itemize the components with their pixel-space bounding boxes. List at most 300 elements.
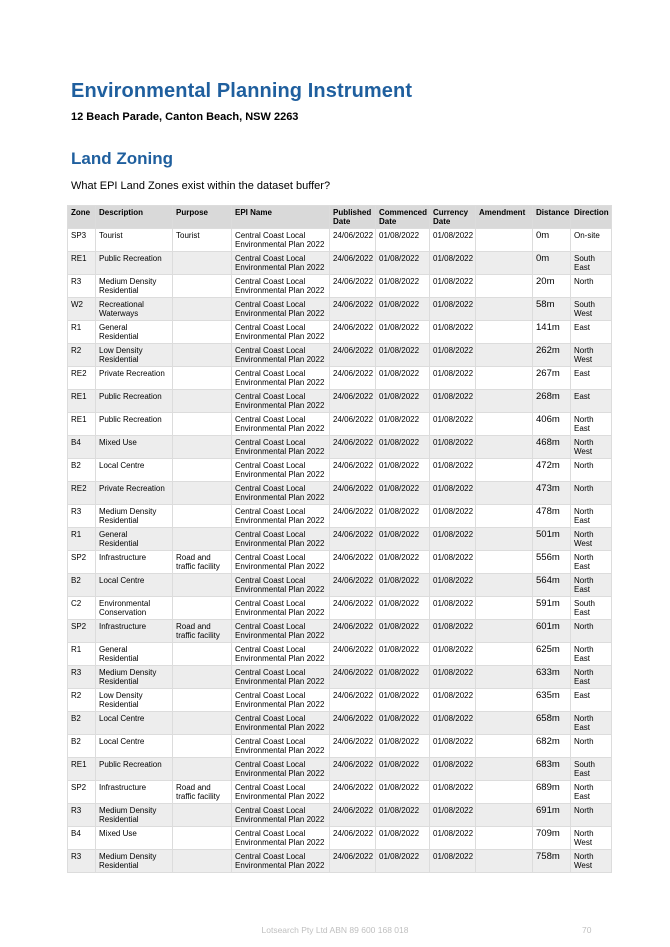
section-question: What EPI Land Zones exist within the dataset buffer? — [71, 180, 331, 192]
cell-published-date: 24/06/2022 — [330, 528, 376, 551]
cell-purpose — [173, 689, 232, 712]
cell-distance: 468m — [533, 436, 571, 459]
cell-purpose — [173, 367, 232, 390]
table-row — [68, 712, 612, 735]
cell-direction: North East — [571, 551, 612, 574]
cell-currency-date: 01/08/2022 — [430, 482, 476, 505]
cell-epi-name: Central Coast Local Environmental Plan 2022 — [232, 666, 330, 689]
cell-distance: 20m — [533, 275, 571, 298]
table-row — [68, 528, 612, 551]
cell-commenced-date: 01/08/2022 — [376, 275, 430, 298]
cell-amendment — [476, 689, 533, 712]
cell-description: Local Centre — [96, 712, 173, 735]
cell-amendment — [476, 551, 533, 574]
column-header-purpose: Purpose — [173, 206, 232, 229]
cell-zone: RE1 — [68, 758, 96, 781]
cell-description: Mixed Use — [96, 436, 173, 459]
cell-amendment — [476, 344, 533, 367]
cell-epi-name: Central Coast Local Environmental Plan 2022 — [232, 643, 330, 666]
cell-epi-name: Central Coast Local Environmental Plan 2022 — [232, 574, 330, 597]
cell-amendment — [476, 528, 533, 551]
cell-currency-date: 01/08/2022 — [430, 390, 476, 413]
cell-distance: 689m — [533, 781, 571, 804]
cell-amendment — [476, 413, 533, 436]
cell-zone: RE1 — [68, 390, 96, 413]
cell-amendment — [476, 620, 533, 643]
cell-purpose: Road and traffic facility — [173, 781, 232, 804]
cell-epi-name: Central Coast Local Environmental Plan 2022 — [232, 689, 330, 712]
cell-distance: 262m — [533, 344, 571, 367]
cell-published-date: 24/06/2022 — [330, 781, 376, 804]
cell-zone: R1 — [68, 528, 96, 551]
cell-published-date: 24/06/2022 — [330, 689, 376, 712]
cell-direction: North East — [571, 666, 612, 689]
cell-epi-name: Central Coast Local Environmental Plan 2022 — [232, 528, 330, 551]
column-header-epi-name: EPI Name — [232, 206, 330, 229]
cell-epi-name: Central Coast Local Environmental Plan 2022 — [232, 321, 330, 344]
cell-description: Medium Density Residential — [96, 505, 173, 528]
cell-commenced-date: 01/08/2022 — [376, 597, 430, 620]
cell-amendment — [476, 758, 533, 781]
cell-amendment — [476, 850, 533, 873]
cell-amendment — [476, 436, 533, 459]
cell-currency-date: 01/08/2022 — [430, 689, 476, 712]
cell-published-date: 24/06/2022 — [330, 827, 376, 850]
cell-distance: 635m — [533, 689, 571, 712]
cell-currency-date: 01/08/2022 — [430, 344, 476, 367]
cell-direction: South East — [571, 758, 612, 781]
cell-commenced-date: 01/08/2022 — [376, 781, 430, 804]
cell-zone: SP2 — [68, 551, 96, 574]
cell-published-date: 24/06/2022 — [330, 643, 376, 666]
cell-epi-name: Central Coast Local Environmental Plan 2022 — [232, 252, 330, 275]
cell-published-date: 24/06/2022 — [330, 321, 376, 344]
column-header-currency-date: Currency Date — [430, 206, 476, 229]
cell-direction: North — [571, 459, 612, 482]
cell-epi-name: Central Coast Local Environmental Plan 2022 — [232, 505, 330, 528]
cell-currency-date: 01/08/2022 — [430, 275, 476, 298]
cell-amendment — [476, 505, 533, 528]
cell-currency-date: 01/08/2022 — [430, 781, 476, 804]
table-row — [68, 735, 612, 758]
cell-purpose — [173, 413, 232, 436]
cell-commenced-date: 01/08/2022 — [376, 298, 430, 321]
cell-description: Public Recreation — [96, 252, 173, 275]
cell-distance: 141m — [533, 321, 571, 344]
cell-published-date: 24/06/2022 — [330, 758, 376, 781]
cell-purpose — [173, 574, 232, 597]
cell-published-date: 24/06/2022 — [330, 298, 376, 321]
cell-amendment — [476, 643, 533, 666]
table-row — [68, 505, 612, 528]
cell-distance: 478m — [533, 505, 571, 528]
cell-commenced-date: 01/08/2022 — [376, 367, 430, 390]
cell-published-date: 24/06/2022 — [330, 229, 376, 252]
cell-distance: 473m — [533, 482, 571, 505]
footer-company: Lotsearch Pty Ltd ABN 89 600 168 018 — [261, 925, 409, 935]
cell-epi-name: Central Coast Local Environmental Plan 2022 — [232, 827, 330, 850]
cell-currency-date: 01/08/2022 — [430, 229, 476, 252]
cell-currency-date: 01/08/2022 — [430, 804, 476, 827]
cell-direction: North West — [571, 436, 612, 459]
cell-purpose — [173, 643, 232, 666]
cell-direction: North — [571, 620, 612, 643]
cell-published-date: 24/06/2022 — [330, 712, 376, 735]
cell-zone: SP2 — [68, 620, 96, 643]
cell-direction: North — [571, 735, 612, 758]
table-row — [68, 367, 612, 390]
cell-purpose — [173, 850, 232, 873]
cell-amendment — [476, 321, 533, 344]
cell-purpose — [173, 528, 232, 551]
cell-published-date: 24/06/2022 — [330, 390, 376, 413]
cell-description: Medium Density Residential — [96, 804, 173, 827]
cell-distance: 691m — [533, 804, 571, 827]
cell-published-date: 24/06/2022 — [330, 850, 376, 873]
table-row — [68, 689, 612, 712]
cell-purpose — [173, 275, 232, 298]
table-row — [68, 620, 612, 643]
cell-epi-name: Central Coast Local Environmental Plan 2022 — [232, 298, 330, 321]
cell-epi-name: Central Coast Local Environmental Plan 2022 — [232, 459, 330, 482]
cell-description: General Residential — [96, 528, 173, 551]
cell-description: Private Recreation — [96, 482, 173, 505]
cell-zone: B2 — [68, 459, 96, 482]
cell-currency-date: 01/08/2022 — [430, 758, 476, 781]
cell-direction: North — [571, 804, 612, 827]
cell-epi-name: Central Coast Local Environmental Plan 2022 — [232, 413, 330, 436]
cell-currency-date: 01/08/2022 — [430, 643, 476, 666]
table-row — [68, 459, 612, 482]
cell-commenced-date: 01/08/2022 — [376, 735, 430, 758]
cell-published-date: 24/06/2022 — [330, 597, 376, 620]
cell-description: Public Recreation — [96, 413, 173, 436]
cell-purpose — [173, 390, 232, 413]
cell-distance: 556m — [533, 551, 571, 574]
page-title: Environmental Planning Instrument — [71, 80, 413, 102]
cell-amendment — [476, 459, 533, 482]
cell-direction: On-site — [571, 229, 612, 252]
table-row — [68, 413, 612, 436]
cell-epi-name: Central Coast Local Environmental Plan 2022 — [232, 735, 330, 758]
cell-commenced-date: 01/08/2022 — [376, 505, 430, 528]
cell-published-date: 24/06/2022 — [330, 735, 376, 758]
table-row — [68, 643, 612, 666]
cell-zone: B4 — [68, 827, 96, 850]
table-row — [68, 344, 612, 367]
table-row — [68, 850, 612, 873]
cell-epi-name: Central Coast Local Environmental Plan 2022 — [232, 551, 330, 574]
cell-published-date: 24/06/2022 — [330, 551, 376, 574]
cell-amendment — [476, 781, 533, 804]
cell-published-date: 24/06/2022 — [330, 367, 376, 390]
cell-commenced-date: 01/08/2022 — [376, 229, 430, 252]
cell-description: Low Density Residential — [96, 344, 173, 367]
cell-published-date: 24/06/2022 — [330, 436, 376, 459]
cell-commenced-date: 01/08/2022 — [376, 413, 430, 436]
cell-direction: North East — [571, 712, 612, 735]
cell-description: Local Centre — [96, 735, 173, 758]
table-row — [68, 597, 612, 620]
cell-currency-date: 01/08/2022 — [430, 367, 476, 390]
column-header-description: Description — [96, 206, 173, 229]
cell-direction: North East — [571, 574, 612, 597]
cell-epi-name: Central Coast Local Environmental Plan 2022 — [232, 436, 330, 459]
cell-currency-date: 01/08/2022 — [430, 597, 476, 620]
cell-direction: North — [571, 482, 612, 505]
cell-published-date: 24/06/2022 — [330, 505, 376, 528]
table-row — [68, 804, 612, 827]
section-title: Land Zoning — [71, 149, 173, 168]
cell-direction: East — [571, 689, 612, 712]
cell-zone: C2 — [68, 597, 96, 620]
cell-amendment — [476, 827, 533, 850]
cell-zone: R2 — [68, 689, 96, 712]
cell-commenced-date: 01/08/2022 — [376, 252, 430, 275]
cell-epi-name: Central Coast Local Environmental Plan 2022 — [232, 758, 330, 781]
cell-description: Local Centre — [96, 574, 173, 597]
cell-amendment — [476, 252, 533, 275]
cell-currency-date: 01/08/2022 — [430, 413, 476, 436]
cell-published-date: 24/06/2022 — [330, 344, 376, 367]
cell-epi-name: Central Coast Local Environmental Plan 2022 — [232, 344, 330, 367]
cell-currency-date: 01/08/2022 — [430, 252, 476, 275]
cell-distance: 501m — [533, 528, 571, 551]
cell-published-date: 24/06/2022 — [330, 482, 376, 505]
cell-zone: R1 — [68, 321, 96, 344]
cell-description: Medium Density Residential — [96, 666, 173, 689]
cell-currency-date: 01/08/2022 — [430, 321, 476, 344]
cell-description: General Residential — [96, 643, 173, 666]
cell-commenced-date: 01/08/2022 — [376, 850, 430, 873]
cell-purpose — [173, 758, 232, 781]
cell-description: Medium Density Residential — [96, 850, 173, 873]
cell-amendment — [476, 735, 533, 758]
cell-epi-name: Central Coast Local Environmental Plan 2022 — [232, 712, 330, 735]
cell-direction: North East — [571, 505, 612, 528]
cell-published-date: 24/06/2022 — [330, 275, 376, 298]
cell-currency-date: 01/08/2022 — [430, 505, 476, 528]
cell-zone: RE2 — [68, 482, 96, 505]
cell-commenced-date: 01/08/2022 — [376, 666, 430, 689]
cell-purpose — [173, 459, 232, 482]
cell-direction: North East — [571, 413, 612, 436]
cell-amendment — [476, 574, 533, 597]
cell-commenced-date: 01/08/2022 — [376, 321, 430, 344]
cell-epi-name: Central Coast Local Environmental Plan 2022 — [232, 850, 330, 873]
cell-direction: East — [571, 390, 612, 413]
cell-amendment — [476, 367, 533, 390]
cell-commenced-date: 01/08/2022 — [376, 482, 430, 505]
cell-description: Public Recreation — [96, 758, 173, 781]
cell-zone: R2 — [68, 344, 96, 367]
cell-description: General Residential — [96, 321, 173, 344]
cell-distance: 709m — [533, 827, 571, 850]
cell-amendment — [476, 712, 533, 735]
cell-currency-date: 01/08/2022 — [430, 551, 476, 574]
cell-description: Private Recreation — [96, 367, 173, 390]
table-row — [68, 252, 612, 275]
cell-commenced-date: 01/08/2022 — [376, 643, 430, 666]
cell-direction: East — [571, 321, 612, 344]
cell-distance: 625m — [533, 643, 571, 666]
column-header-commenced-date: Commenced Date — [376, 206, 430, 229]
cell-epi-name: Central Coast Local Environmental Plan 2022 — [232, 275, 330, 298]
cell-purpose — [173, 505, 232, 528]
footer-page-number: 70 — [582, 925, 592, 935]
cell-description: Environmental Conservation — [96, 597, 173, 620]
cell-amendment — [476, 298, 533, 321]
cell-zone: R1 — [68, 643, 96, 666]
cell-zone: B4 — [68, 436, 96, 459]
cell-zone: RE1 — [68, 413, 96, 436]
cell-distance: 406m — [533, 413, 571, 436]
cell-published-date: 24/06/2022 — [330, 620, 376, 643]
cell-purpose: Tourist — [173, 229, 232, 252]
table-row — [68, 482, 612, 505]
cell-description: Medium Density Residential — [96, 275, 173, 298]
cell-distance: 682m — [533, 735, 571, 758]
cell-purpose: Road and traffic facility — [173, 620, 232, 643]
cell-zone: B2 — [68, 735, 96, 758]
cell-commenced-date: 01/08/2022 — [376, 689, 430, 712]
cell-amendment — [476, 666, 533, 689]
cell-currency-date: 01/08/2022 — [430, 574, 476, 597]
cell-description: Recreational Waterways — [96, 298, 173, 321]
cell-distance: 268m — [533, 390, 571, 413]
cell-amendment — [476, 229, 533, 252]
table-row — [68, 298, 612, 321]
cell-commenced-date: 01/08/2022 — [376, 712, 430, 735]
cell-distance: 633m — [533, 666, 571, 689]
cell-epi-name: Central Coast Local Environmental Plan 2022 — [232, 804, 330, 827]
cell-zone: R3 — [68, 666, 96, 689]
table-row — [68, 229, 612, 252]
cell-description: Infrastructure — [96, 551, 173, 574]
cell-purpose — [173, 735, 232, 758]
cell-direction: North East — [571, 781, 612, 804]
column-header-direction: Direction — [571, 206, 612, 229]
table-row — [68, 551, 612, 574]
cell-commenced-date: 01/08/2022 — [376, 574, 430, 597]
cell-commenced-date: 01/08/2022 — [376, 344, 430, 367]
cell-direction: North East — [571, 643, 612, 666]
cell-zone: R3 — [68, 850, 96, 873]
cell-distance: 683m — [533, 758, 571, 781]
cell-zone: SP2 — [68, 781, 96, 804]
cell-commenced-date: 01/08/2022 — [376, 459, 430, 482]
cell-distance: 591m — [533, 597, 571, 620]
cell-distance: 472m — [533, 459, 571, 482]
cell-direction: North West — [571, 344, 612, 367]
column-header-published-date: Published Date — [330, 206, 376, 229]
site-address: 12 Beach Parade, Canton Beach, NSW 2263 — [71, 111, 299, 123]
cell-purpose — [173, 804, 232, 827]
column-header-amendment: Amendment — [476, 206, 533, 229]
cell-direction: East — [571, 367, 612, 390]
cell-direction: North West — [571, 850, 612, 873]
cell-currency-date: 01/08/2022 — [430, 459, 476, 482]
cell-purpose — [173, 298, 232, 321]
cell-amendment — [476, 597, 533, 620]
cell-purpose — [173, 597, 232, 620]
cell-zone: W2 — [68, 298, 96, 321]
cell-epi-name: Central Coast Local Environmental Plan 2022 — [232, 390, 330, 413]
cell-purpose — [173, 482, 232, 505]
cell-purpose: Road and traffic facility — [173, 551, 232, 574]
cell-currency-date: 01/08/2022 — [430, 528, 476, 551]
cell-description: Infrastructure — [96, 620, 173, 643]
table-row — [68, 321, 612, 344]
table-row — [68, 436, 612, 459]
cell-purpose — [173, 827, 232, 850]
cell-zone: B2 — [68, 574, 96, 597]
table-row — [68, 390, 612, 413]
cell-epi-name: Central Coast Local Environmental Plan 2022 — [232, 620, 330, 643]
cell-purpose — [173, 436, 232, 459]
cell-currency-date: 01/08/2022 — [430, 298, 476, 321]
cell-zone: RE2 — [68, 367, 96, 390]
table-row — [68, 666, 612, 689]
cell-zone: B2 — [68, 712, 96, 735]
cell-published-date: 24/06/2022 — [330, 804, 376, 827]
cell-description: Tourist — [96, 229, 173, 252]
cell-published-date: 24/06/2022 — [330, 252, 376, 275]
cell-description: Low Density Residential — [96, 689, 173, 712]
cell-purpose — [173, 666, 232, 689]
cell-amendment — [476, 482, 533, 505]
cell-distance: 758m — [533, 850, 571, 873]
cell-currency-date: 01/08/2022 — [430, 436, 476, 459]
cell-commenced-date: 01/08/2022 — [376, 436, 430, 459]
cell-purpose — [173, 344, 232, 367]
cell-epi-name: Central Coast Local Environmental Plan 2022 — [232, 597, 330, 620]
table-body — [68, 229, 612, 873]
cell-description: Local Centre — [96, 459, 173, 482]
cell-zone: RE1 — [68, 252, 96, 275]
cell-currency-date: 01/08/2022 — [430, 712, 476, 735]
cell-published-date: 24/06/2022 — [330, 574, 376, 597]
cell-description: Infrastructure — [96, 781, 173, 804]
table-row — [68, 827, 612, 850]
table-row — [68, 758, 612, 781]
cell-epi-name: Central Coast Local Environmental Plan 2022 — [232, 367, 330, 390]
cell-direction: South East — [571, 252, 612, 275]
cell-commenced-date: 01/08/2022 — [376, 827, 430, 850]
cell-direction: South East — [571, 597, 612, 620]
cell-commenced-date: 01/08/2022 — [376, 804, 430, 827]
cell-currency-date: 01/08/2022 — [430, 620, 476, 643]
cell-commenced-date: 01/08/2022 — [376, 620, 430, 643]
cell-purpose — [173, 252, 232, 275]
cell-purpose — [173, 712, 232, 735]
cell-description: Mixed Use — [96, 827, 173, 850]
cell-zone: R3 — [68, 275, 96, 298]
table-row — [68, 574, 612, 597]
cell-distance: 58m — [533, 298, 571, 321]
cell-amendment — [476, 390, 533, 413]
cell-distance: 601m — [533, 620, 571, 643]
cell-commenced-date: 01/08/2022 — [376, 551, 430, 574]
column-header-zone: Zone — [68, 206, 96, 229]
cell-currency-date: 01/08/2022 — [430, 735, 476, 758]
cell-currency-date: 01/08/2022 — [430, 827, 476, 850]
cell-published-date: 24/06/2022 — [330, 459, 376, 482]
land-zoning-table — [67, 205, 612, 873]
table-row — [68, 275, 612, 298]
cell-amendment — [476, 275, 533, 298]
cell-distance: 0m — [533, 229, 571, 252]
